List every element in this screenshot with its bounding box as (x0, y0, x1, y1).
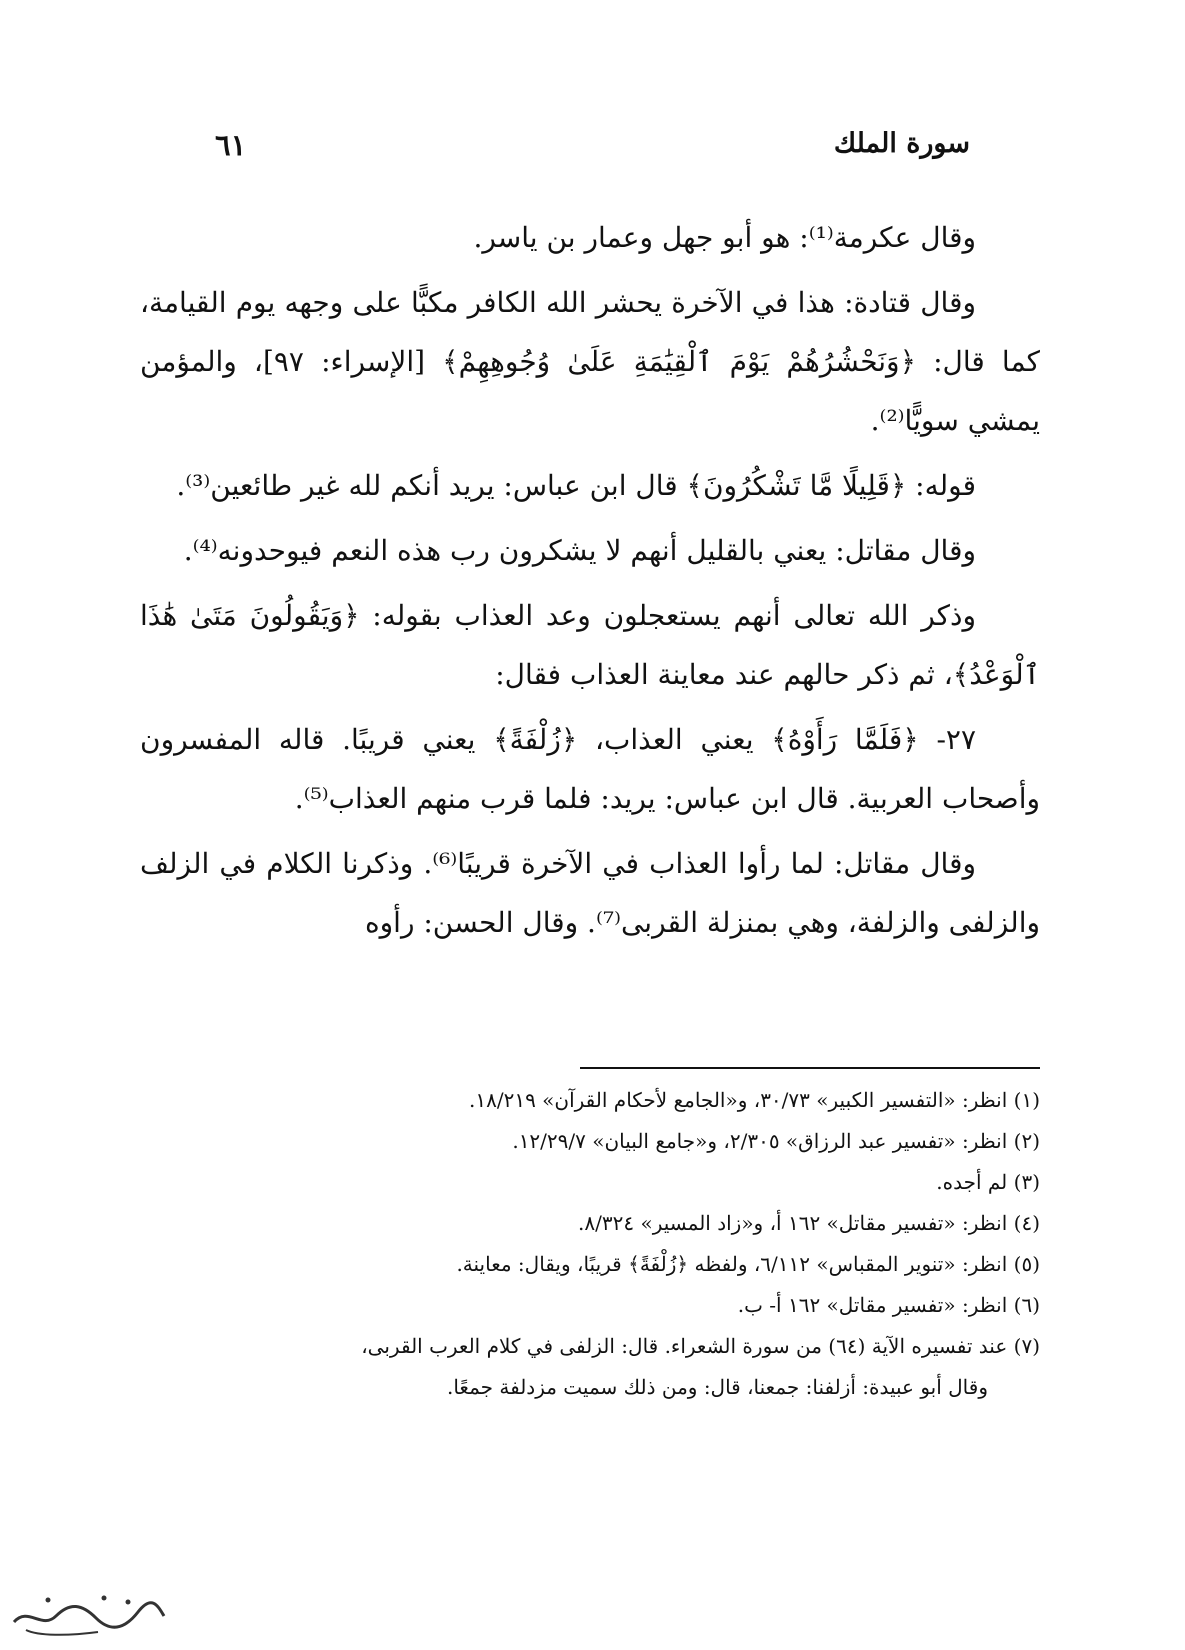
footnote-divider (580, 1067, 1040, 1069)
footnote-1: (١) انظر: «التفسير الكبير» ٣٠/٧٣، و«الجامع لأحكام القرآن» ١٨/٢١٩. (469, 1088, 1040, 1112)
surah-title: سورة الملك (833, 128, 970, 159)
paragraph-muqatil: وقال مقاتل: يعني بالقليل أنهم لا يشكرون رب هذه النعم فيوحدونه⁽⁴⁾. (183, 534, 976, 567)
publisher-logo (8, 1586, 168, 1642)
footnote-2: (٢) انظر: «تفسير عبد الرزاق» ٢/٣٠٥، و«جامع البيان» ١٢/٢٩/٧. (512, 1129, 1040, 1153)
paragraph-qalilan: قوله: ﴿قَلِيلًا مَّا تَشْكُرُونَ﴾ قال ابن عباس: يريد أنكم لله غير طائعين⁽³⁾. (176, 469, 976, 502)
main-text (140, 208, 1040, 958)
footnote-3: (٣) لم أجده. (936, 1170, 1040, 1194)
footnote-4: (٤) انظر: «تفسير مقاتل» ١٦٢ أ، و«زاد المسير» ٨/٣٢٤. (578, 1211, 1040, 1235)
footnote-5: (٥) انظر: «تنوير المقباس» ٦/١١٢، ولفظه ﴿زُلْفَةً﴾ قريبًا، ويقال: معاينة. (456, 1252, 1040, 1276)
paragraph-ikrimah: وقال عكرمة⁽¹⁾: هو أبو جهل وعمار بن ياسر. (473, 221, 976, 254)
page-header (215, 128, 970, 178)
footnotes (140, 1080, 1040, 1408)
paragraph-verse-27: ٢٧- ﴿فَلَمَّا رَأَوْهُ﴾ يعني العذاب، ﴿زُلْفَةً﴾ يعني قريبًا. قاله المفسرون وأصحاب العربية. قال ابن عباس: يريد: فلما قرب منهم العذاب⁽⁵⁾. (140, 723, 1040, 815)
paragraph-wa-yaquluna: وذكر الله تعالى أنهم يستعجلون وعد العذاب بقوله: ﴿وَيَقُولُونَ مَتَىٰ هَٰذَا ٱلْوَعْدُ﴾، ثم ذكر حالهم عند معاينة العذاب فقال: (140, 599, 1040, 691)
footnote-7-continuation: وقال أبو عبيدة: أزلفنا: جمعنا، قال: ومن ذلك سميت مزدلفة جمعًا. (446, 1375, 988, 1399)
footnote-7: (٧) عند تفسيره الآية (٦٤) من سورة الشعراء. قال: الزلفى في كلام العرب القربى، (361, 1334, 1040, 1358)
paragraph-muqatil-2: وقال مقاتل: لما رأوا العذاب في الآخرة قريبًا⁽⁶⁾. وذكرنا الكلام في الزلف والزلفى والزلفة، وهي بمنزلة القربى⁽⁷⁾. وقال الحسن: رأوه (140, 847, 1040, 939)
footnote-6: (٦) انظر: «تفسير مقاتل» ١٦٢ أ- ب. (737, 1293, 1040, 1317)
paragraph-qatadah: وقال قتادة: هذا في الآخرة يحشر الله الكافر مكبًّا على وجهه يوم القيامة، كما قال: ﴿وَنَحْشُرُهُمْ يَوْمَ ٱلْقِيَٰمَةِ عَلَىٰ وُجُوهِهِمْ﴾ [الإسراء: ٩٧]، والمؤمن يمشي سويًّا⁽²⁾. (140, 286, 1040, 437)
page-number: ٦١ (215, 128, 247, 162)
